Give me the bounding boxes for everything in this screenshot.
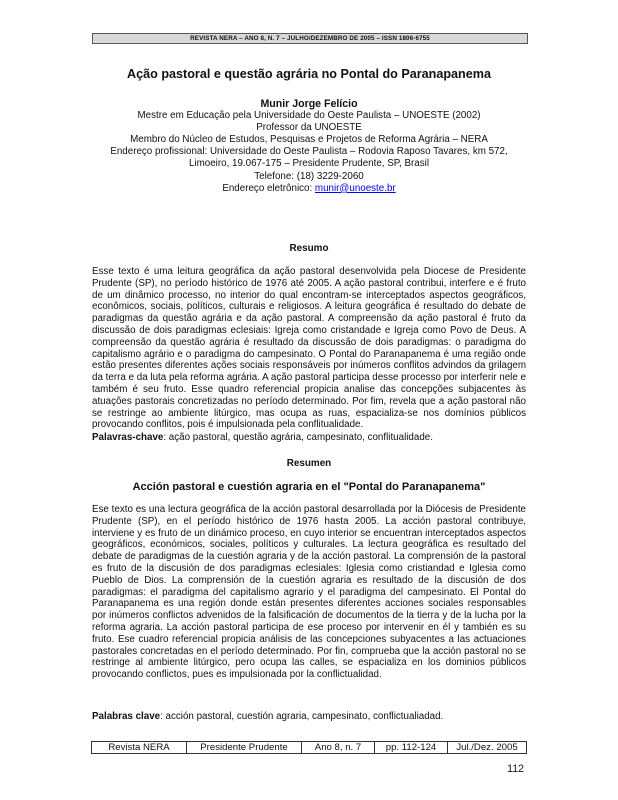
resumen-text: Ese texto es una lectura geográfica de la acción pastoral desarrollada por la Diócesis de Presidente Prudente (SP), en el período histórico de 1976 hasta 2005. La acción pastoral contribuye, interviene y es fruto de un dinámico proceso, en cuyo interior se encuentran interceptados aspectos geográficos, económicos, sociales, políticos y culturales. La lectura geográfica es resultado del debate de paradigmas de la cuestión agraria y de la acción pastoral. La comprensión de la pastoral es fruto de la discusión de dos paradigmas eclesiales: Iglesia como cristiandad e Iglesia como Pueblo de Dios. La comprensión de la cuestión agraria es resultado de la discusión de dos paradigmas: el paradigma del capitalismo agrario y el paradigma del campesinato. El Pontal do Paranapanema es una región donde están presentes diferentes acciones sociales responsables por inúmeros conflictos advenidos de la falsificación de documentos de la tierra y de la lucha por la reforma agraria. La acción pastoral participa de ese proceso por intervenir en él y también es su fruto. Ese cuadro referencial propicia análisis de las concepciones subyacentes a las actuaciones pastorales concretadas en el período determinado. Por fin, comprueba que la acción pastoral no se restringe al ambiente litúrgico, pero ocupa las calles, se espacializa en los dominios públicos provocando conflictos, pues es impulsionada por la conflictualidad. xyxy=(92,504,526,681)
email-label: Endereço eletrônico: xyxy=(222,182,315,194)
palabras-clave-list: : acción pastoral, cuestión agraria, campesinato, conflictualiadad. xyxy=(160,711,444,722)
article-title: Ação pastoral e questão agrária no Pontal do Paranapanema xyxy=(127,67,491,81)
palabras-clave-label: Palabras clave xyxy=(92,711,161,722)
author-position: Professor da UNOESTE xyxy=(256,122,362,134)
author-block xyxy=(70,98,548,195)
footer-pages: pp. 112-124 xyxy=(375,742,448,754)
footer-volume: Ano 8, n. 7 xyxy=(302,742,375,754)
footer-journal: Revista NERA xyxy=(92,742,187,754)
keywords-list: : ação pastoral, questão agrária, campesinato, conflitualidade. xyxy=(163,432,433,443)
footer-date: Jul./Dez. 2005 xyxy=(448,742,527,754)
email-link[interactable]: munir@unoeste.br xyxy=(314,182,396,194)
running-header: REVISTA NERA – ANO 8, N. 7 – JULHO/DEZEMBRO DE 2005 – ISSN 1806-6755 xyxy=(92,33,528,44)
author-degree: Mestre em Educação pela Universidade do Oeste Paulista – UNOESTE (2002) xyxy=(137,110,481,122)
author-membership: Membro do Núcleo de Estudos, Pesquisas e Projetos de Reforma Agrária – NERA xyxy=(130,134,488,146)
author-phone: Telefone: (18) 3229-2060 xyxy=(254,170,364,182)
author-email-line xyxy=(70,183,548,195)
citation-footer xyxy=(91,741,527,754)
keywords-label: Palavras-chave xyxy=(92,432,164,443)
resumen-keywords xyxy=(92,711,526,723)
resumo-keywords xyxy=(92,432,526,444)
author-name: Munir Jorge Felício xyxy=(260,98,358,110)
resumo-text: Esse texto é uma leitura geográfica da ação pastoral desenvolvida pela Diocese de Presidente Prudente (SP), no período histórico de 1976 até 2005. A ação pastoral contribui, interfere e é fruto de um dinâmico processo, no interior do qual encontram-se interceptados aspectos geográficos, econômicos, sociais, políticos, culturais e religiosos. A leitura geográfica é resultado do debate de paradigmas da questão agrária e da ação pastoral. A compreensão da ação pastoral é fruto da discussão de dois paradigmas eclesiais: Igreja como cristandade e Igreja como Povo de Deus. A compreensão da questão agrária é resultado da discussão de dois paradigmas: o paradigma do capitalismo agrário e o paradigma do campesinato. O Pontal do Paranapanema é uma região onde estão presentes diferentes ações sociais responsáveis por inúmeros conflitos advindos da grilagem da terra e da luta pela reforma agrária. A ação pastoral participa desse processo por interferir nele e também é seu fruto. Esse quadro referencial propicia analise das concepções subjacentes às atuações pastorais concretizadas no período determinado. Por fim, revela que a ação pastoral não se restringe ao ambiente litúrgico, mas ocupa as ruas, espacializa-se nos domínios públicos provocando conflitos, pois é impulsionada pela conflitualidade. xyxy=(92,266,526,431)
footer-city: Presidente Prudente xyxy=(187,742,302,754)
resumen-title: Acción pastoral e cuestión agraria en el "Pontal do Paranapanema" xyxy=(132,481,486,493)
resumo-heading: Resumo xyxy=(289,243,329,254)
author-address-line-2: Limoeiro, 19.067-175 – Presidente Prudente, SP, Brasil xyxy=(189,158,429,170)
page-number: 112 xyxy=(507,763,524,775)
author-address-line-1: Endereço profissional: Universidade do Oeste Paulista – Rodovia Raposo Tavares, km 572, xyxy=(110,146,508,158)
resumen-heading: Resumen xyxy=(286,458,332,469)
